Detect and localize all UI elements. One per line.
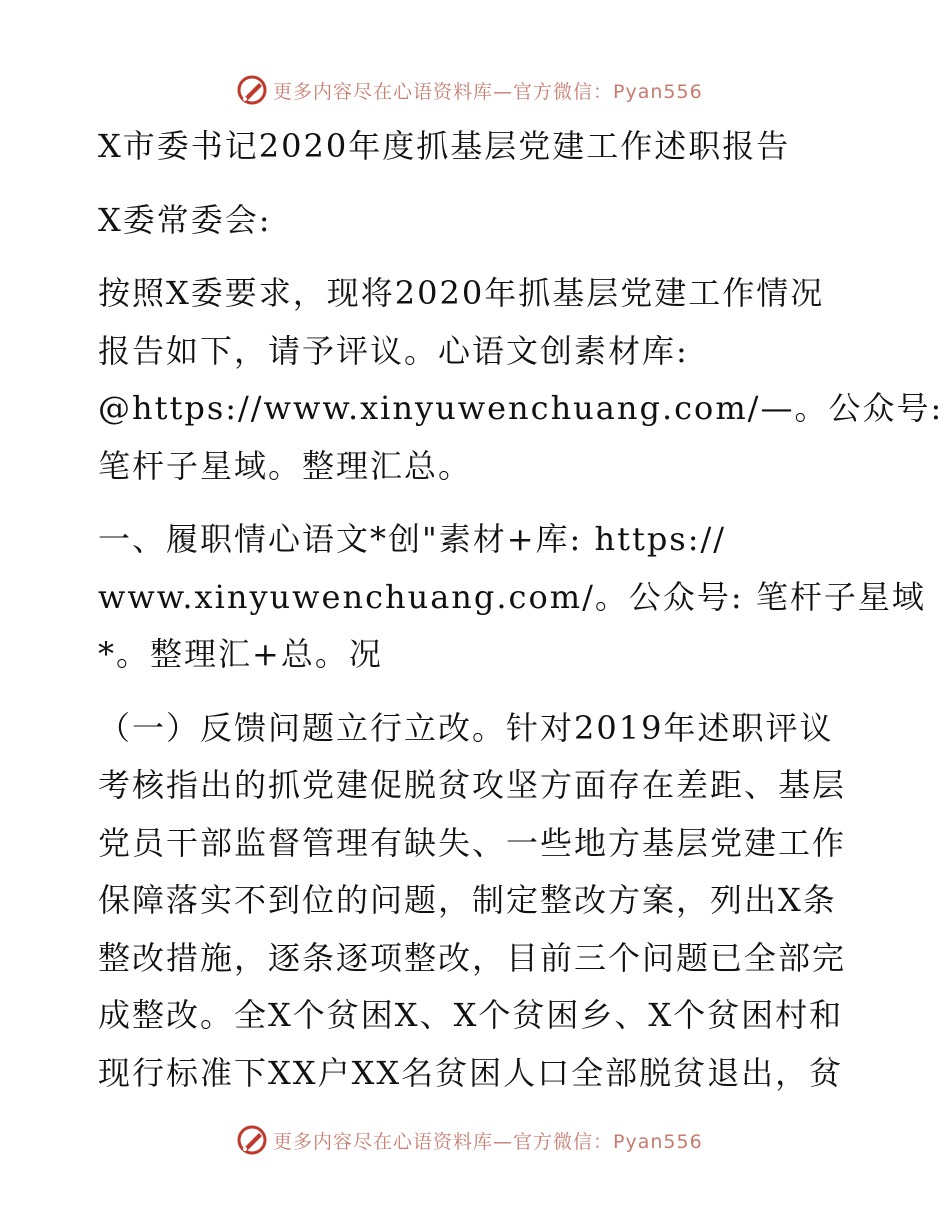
document-body	[98, 118, 944, 1102]
pen-logo-icon	[235, 1123, 269, 1157]
section-line: www.xinyuwenchuang.com/。公众号: 笔杆子星域	[98, 577, 926, 616]
watermark-footer	[235, 1122, 703, 1158]
watermark-text: 更多内容尽在心语资料库—官方微信：Pyan556	[273, 1130, 703, 1153]
paragraph-line: 保障落实不到位的问题，制定整改方案，列出X条	[98, 881, 837, 919]
subsection-paragraph-1	[98, 700, 858, 1103]
paragraph-line: 现行标准下XX户XX名贫困人口全部脱贫退出，贫	[98, 1053, 844, 1092]
paragraph-line: （一）反馈问题立行立改。针对2019年述职评议	[98, 708, 834, 747]
paragraph-line: 党员干部监督管理有缺失、一些地方基层党建工作	[98, 823, 847, 862]
paragraph-line: 成整改。全X个贫困X、X个贫困乡、X个贫困村和	[98, 996, 844, 1034]
pen-logo-icon	[235, 73, 269, 107]
intro-line: 报告如下，请予评议。心语文创素材库:	[98, 331, 689, 370]
watermark-text: 更多内容尽在心语资料库—官方微信：Pyan556	[273, 80, 703, 103]
section-line: 一、履职情心语文*创"素材+库: https://	[98, 520, 727, 558]
intro-paragraph	[98, 265, 944, 495]
paragraph-line: 整改措施，逐条逐项整改，目前三个问题已全部完	[98, 938, 847, 977]
watermark-header	[235, 72, 703, 108]
section-line: *。整理汇+总。况	[98, 635, 383, 673]
salutation: X委常委会:	[98, 200, 272, 239]
intro-line: 笔杆子星域。整理汇总。	[98, 446, 473, 485]
intro-line: 按照X委要求，现将2020年抓基层党建工作情况	[98, 274, 825, 312]
section-heading-1	[98, 511, 926, 684]
document-title: X市委书记2020年度抓基层党建工作述职报告	[98, 127, 791, 165]
paragraph-line: 考核指出的抓党建促脱贫攻坚方面存在差距、基层	[98, 766, 847, 804]
intro-line: @https://www.xinyuwenchuang.com/—。公众号:	[98, 389, 944, 427]
